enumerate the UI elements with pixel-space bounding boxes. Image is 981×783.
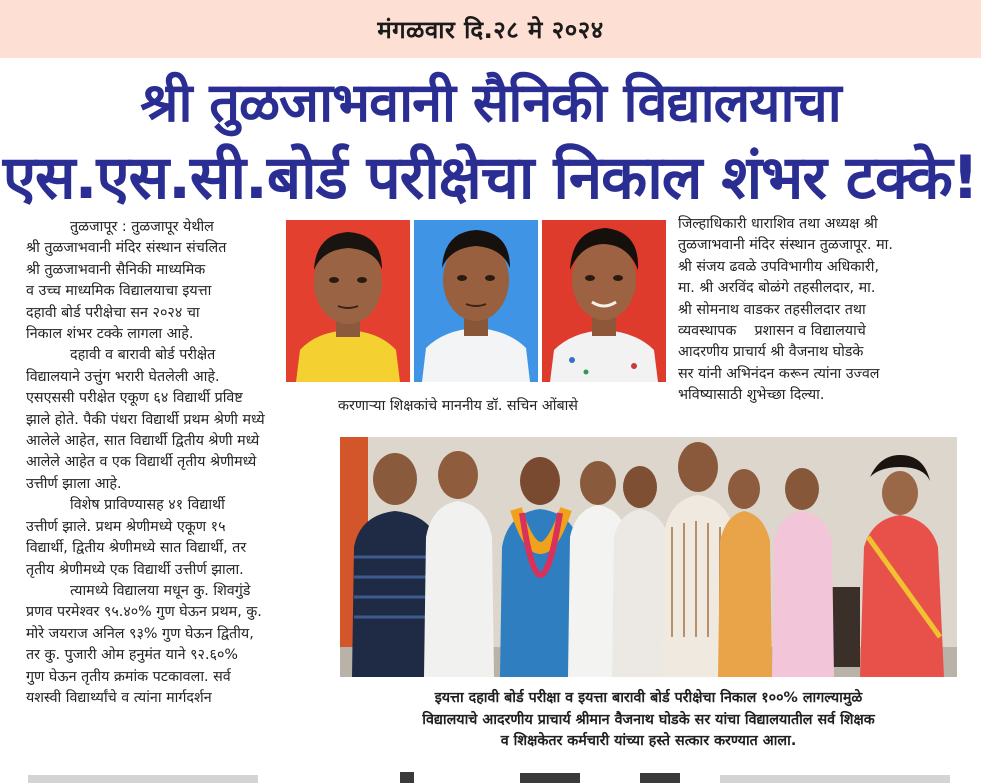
- text-line: तुळजाभवानी मंदिर संस्थान तुळजापूर. मा.: [678, 237, 893, 254]
- text-line: सर यांनी अभिनंदन करून त्यांना उज्वल: [678, 365, 880, 382]
- text-line: आलेले आहेत, सात विद्यार्थी द्वितीय श्रेणी मध्ये: [26, 433, 260, 450]
- text-line: मा. श्री अरविंद बोळंगे तहसीलदार, मा.: [678, 280, 876, 297]
- student-portrait-2-image: [414, 220, 538, 382]
- student-photo-1: [286, 220, 410, 382]
- caption-line: इयत्ता दहावी बोर्ड परीक्षा व इयत्ता बारावी बोर्ड परीक्षेचा निकाल १००% लागल्यामुळे: [434, 690, 863, 706]
- student-portrait-3-image: [542, 220, 666, 382]
- text-line: उत्तीर्ण झाले. प्रथम श्रेणीमध्ये एकूण १५: [26, 518, 226, 535]
- text-line: श्री सोमनाथ वाडकर तहसीलदार तथा: [678, 301, 866, 318]
- headline-line-1: श्री तुळजाभवानी सैनिकी विद्यालयाचा: [140, 71, 841, 134]
- text-line: जिल्हाधिकारी धाराशिव तथा अध्यक्ष श्री: [678, 216, 878, 232]
- text-line: विशेष प्राविण्यासह ४१ विद्यार्थी: [70, 497, 225, 514]
- group-photo-caption: [340, 688, 957, 753]
- text-line: त्यामध्ये विद्यालया मधून कु. शिवगुंडे: [70, 582, 251, 599]
- date-line: मंगळवार दि.२८ मे २०२४: [377, 15, 604, 44]
- text-line: मोरे जयराज अनिल ९३% गुण घेऊन द्वितीय,: [26, 625, 254, 642]
- photo-caption-line: करणाऱ्या शिक्षकांचे माननीय डॉ. सचिन ओंबासे: [338, 398, 578, 414]
- text-line: दहावी व बारावी बोर्ड परीक्षेत: [70, 347, 216, 364]
- text-line: श्री संजय ढवळे उपविभागीय अधिकारी,: [678, 258, 880, 275]
- student-photo-3: [542, 220, 666, 382]
- felicitation-group-photo: [340, 437, 957, 677]
- text-line: निकाल शंभर टक्के लागला आहे.: [26, 326, 194, 343]
- text-line: यशस्वी विद्यार्थ्यांचे व त्यांना मार्गदर्शन: [26, 689, 212, 706]
- text-line: तुळजापूर : तुळजापूर येथील: [70, 219, 214, 235]
- text-line: आदरणीय प्राचार्य श्री वैजनाथ घोडके: [678, 344, 864, 361]
- article-right-column: [678, 214, 954, 407]
- text-line: दहावी बोर्ड परीक्षेचा सन २०२४ चा: [26, 304, 200, 321]
- text-line: व्यवस्थापक प्रशासन व विद्यालयाचे: [678, 323, 866, 340]
- text-line: तर कु. पुजारी ओम हनुमंत याने ९२.६०%: [26, 647, 238, 664]
- student-photo-2: [414, 220, 538, 382]
- text-line: झाले होते. पैकी पंधरा विद्यार्थी प्रथम श्रेणी मध्ये: [26, 411, 265, 428]
- group-photo-image: [340, 437, 957, 677]
- text-line: विद्यार्थी, द्वितीय श्रेणीमध्ये सात विद्यार्थी, तर: [26, 540, 247, 557]
- caption-line: व शिक्षकेतर कर्मचारी यांच्या हस्ते सत्कार करण्यात आला.: [500, 733, 797, 749]
- text-line: तृतीय श्रेणीमध्ये एक विद्यार्थी उत्तीर्ण झाला.: [26, 561, 244, 578]
- date-band: [0, 0, 981, 58]
- text-line: भविष्यासाठी शुभेच्छा दिल्या.: [678, 387, 825, 404]
- text-line: विद्यालयाने उत्तुंग भरारी घेतलेली आहे.: [26, 368, 220, 385]
- text-line: व उच्च माध्यमिक विद्यालयाचा इयत्ता: [26, 283, 212, 300]
- student-portrait-1-image: [286, 220, 410, 382]
- text-line: एसएससी परीक्षेत एकूण ६४ विद्यार्थी प्रविष्ट: [26, 390, 243, 407]
- headline-line-2: एस.एस.सी.बोर्ड परीक्षेचा निकाल शंभर टक्के!: [2, 143, 979, 213]
- text-line: गुण घेऊन तृतीय क्रमांक पटकावला. सर्व: [26, 668, 231, 685]
- text-line: प्रणव परमेश्वर ९५.४०% गुण घेऊन प्रथम, कु.: [26, 604, 262, 621]
- next-article-edge: [0, 770, 981, 783]
- text-line: आलेले आहेत व एक विद्यार्थी तृतीय श्रेणीमध्ये: [26, 454, 257, 471]
- text-line: उत्तीर्ण झाला आहे.: [26, 475, 122, 492]
- article-left-column: [26, 217, 272, 709]
- caption-line: विद्यालयाचे आदरणीय प्राचार्य श्रीमान वैजनाथ घोडके सर यांचा विद्यालयातील सर्व शिक्षक: [422, 711, 875, 728]
- text-line: श्री तुळजाभवानी मंदिर संस्थान संचलित: [26, 240, 227, 257]
- text-line: श्री तुळजाभवानी सैनिकी माध्यमिक: [26, 261, 206, 278]
